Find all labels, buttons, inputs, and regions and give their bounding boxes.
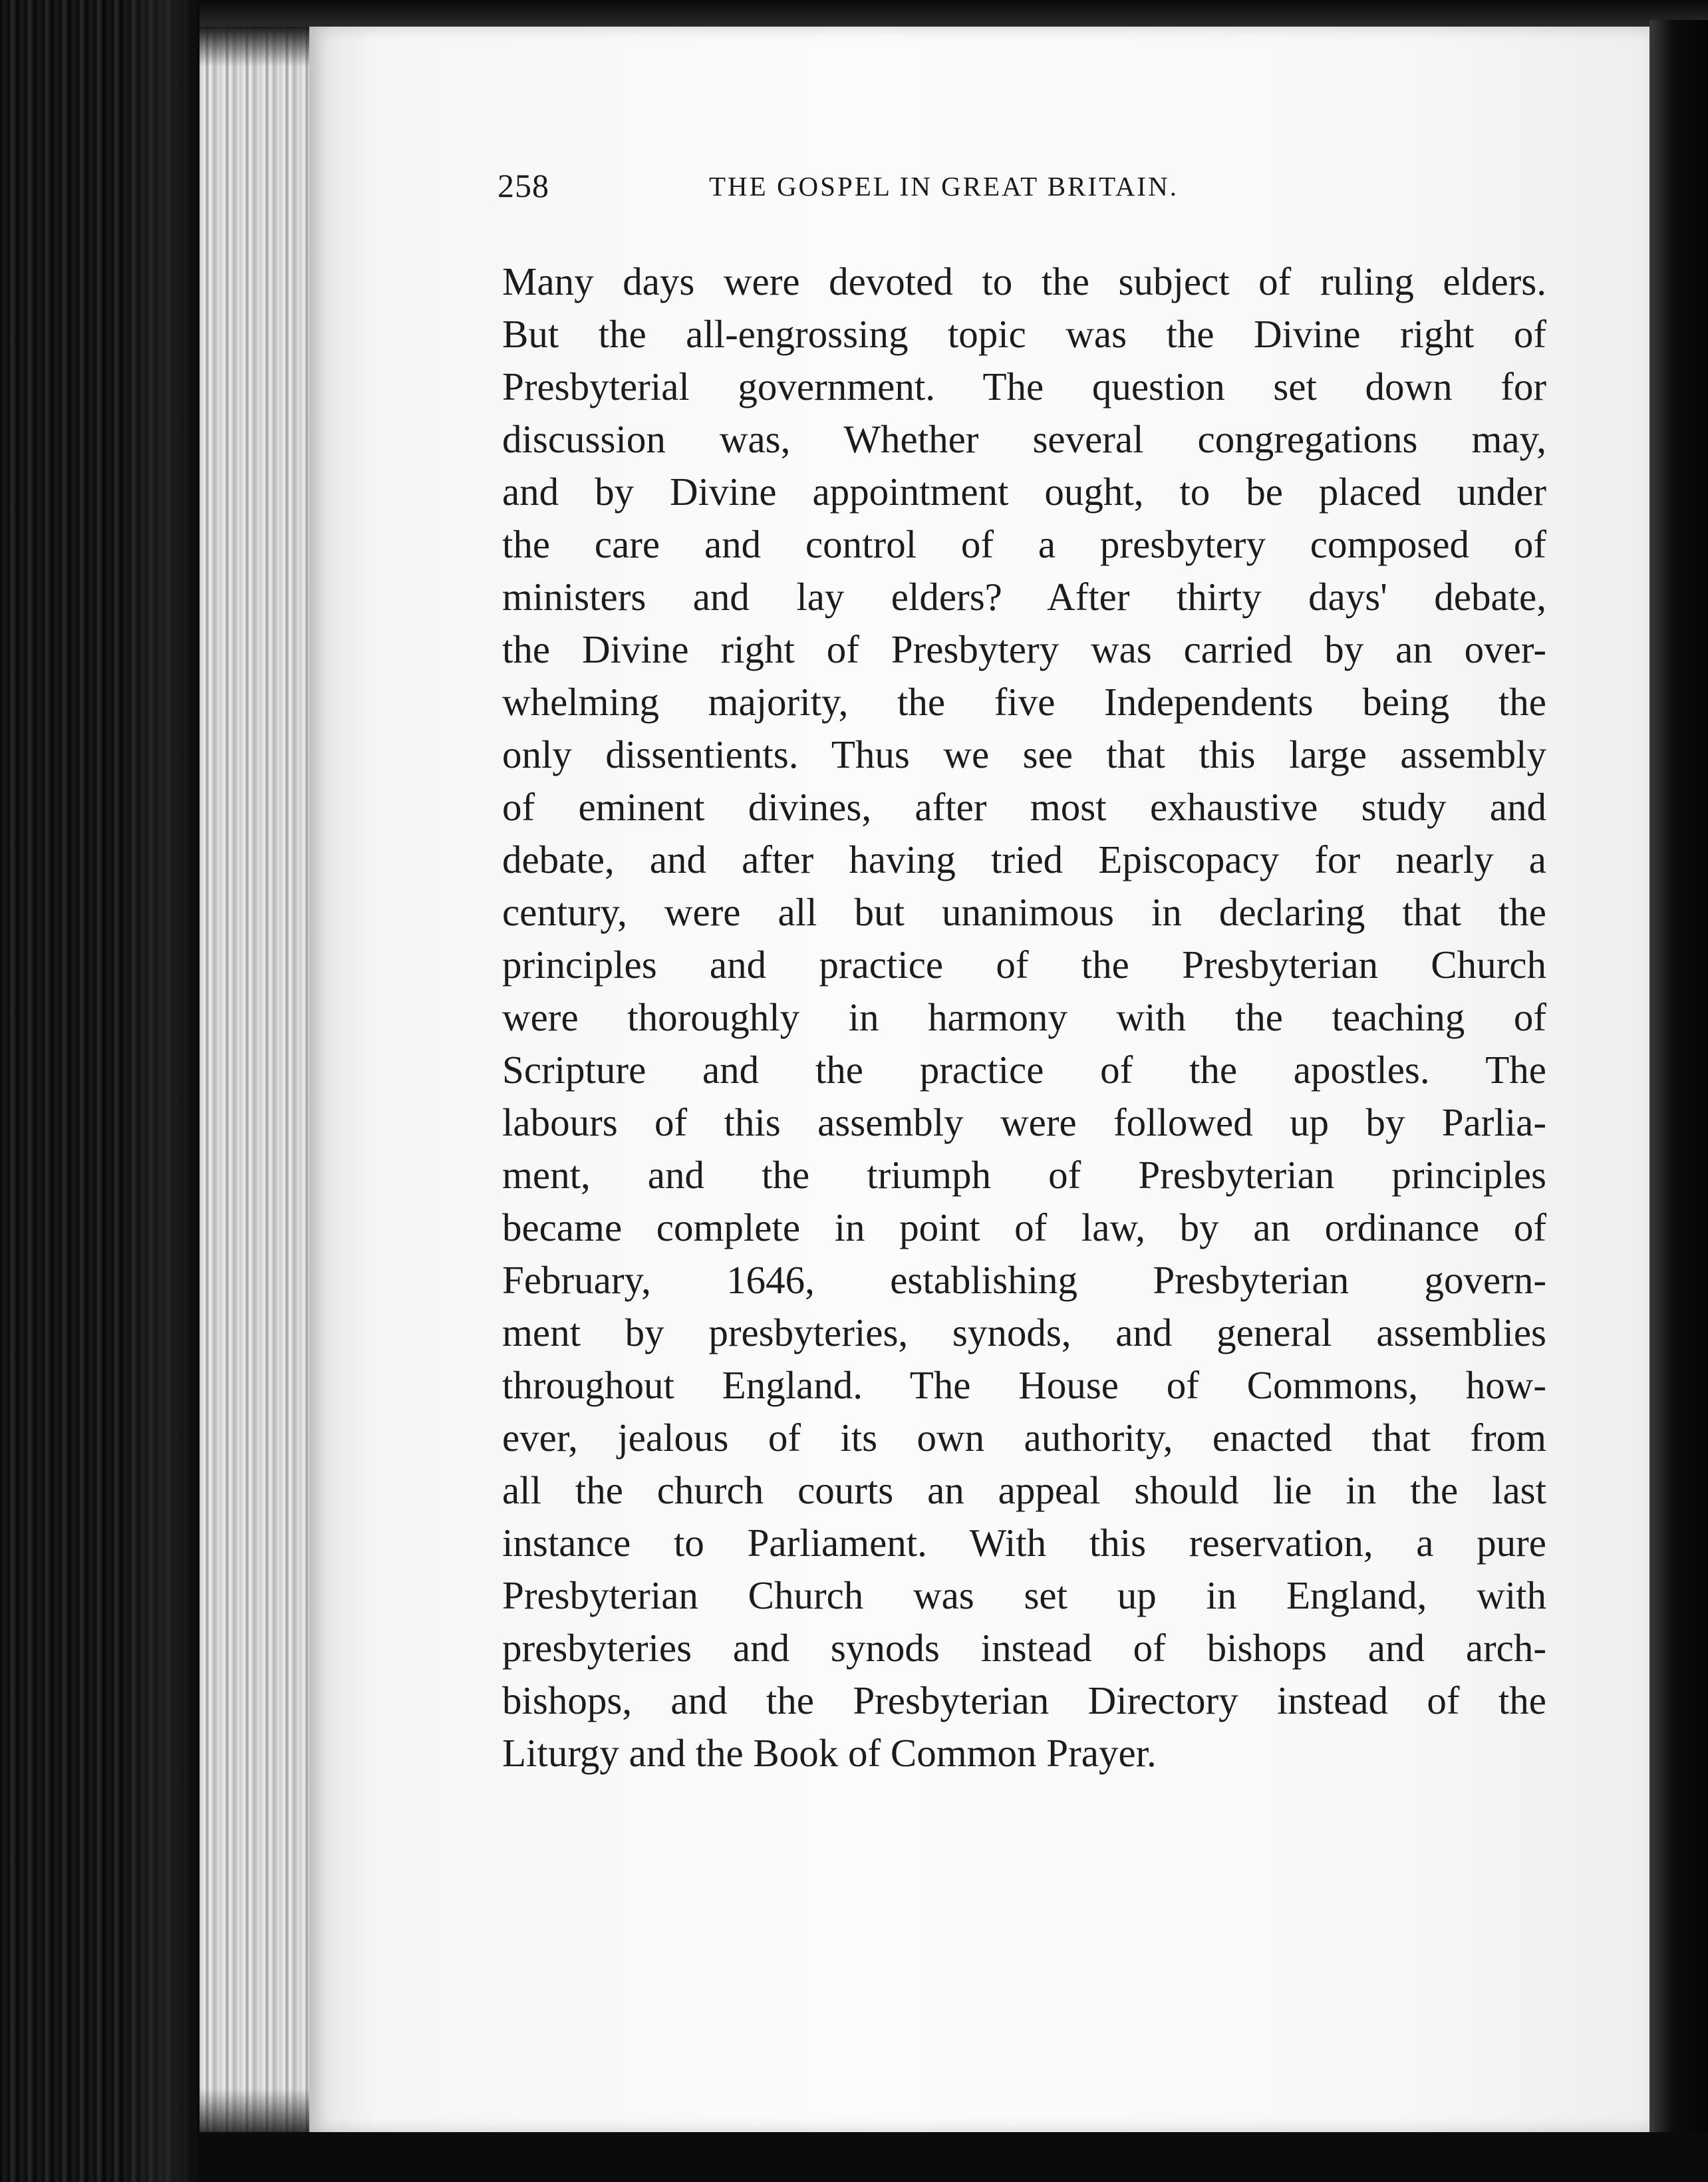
text-line: Liturgy and the Book of Common Prayer. xyxy=(502,1731,1157,1775)
text-line: instance to Parliament. With this reservation, a pure xyxy=(502,1521,1546,1565)
text-line: bishops, and the Presbyterian Directory instead of the xyxy=(502,1678,1546,1722)
text-line: But the all-engrossing topic was the Divine right of xyxy=(502,312,1546,356)
book-binding xyxy=(0,0,200,2182)
text-line: presbyteries and synods instead of bishops and arch- xyxy=(502,1626,1546,1670)
text-line: February, 1646, establishing Presbyterian govern- xyxy=(502,1258,1546,1302)
running-head-title: THE GOSPEL IN GREAT BRITAIN. xyxy=(709,171,1179,202)
text-line: Presbyterial government. The question set down for xyxy=(502,365,1546,408)
text-line: throughout England. The House of Commons, how- xyxy=(502,1363,1546,1407)
top-dark-border xyxy=(200,0,1708,27)
body-paragraph xyxy=(502,255,1546,1780)
text-line: the Divine right of Presbytery was carried by an over- xyxy=(502,627,1546,671)
text-line: ment by presbyteries, synods, and general assemblies xyxy=(502,1311,1546,1354)
text-line: and by Divine appointment ought, to be placed under xyxy=(502,470,1546,514)
text-line: ministers and lay elders? After thirty days' debate, xyxy=(502,575,1546,619)
text-line: Scripture and the practice of the apostles. The xyxy=(502,1048,1546,1092)
stacked-page-edges xyxy=(200,27,319,2142)
text-line: Many days were devoted to the subject of ruling elders. xyxy=(502,259,1546,303)
running-head xyxy=(498,166,1329,213)
text-line: Presbyterian Church was set up in England, with xyxy=(502,1573,1546,1617)
bottom-dark-border xyxy=(200,2132,1708,2182)
text-line: of eminent divines, after most exhaustive study and xyxy=(502,785,1546,829)
text-line: were thoroughly in harmony with the teaching of xyxy=(502,995,1546,1039)
text-line: debate, and after having tried Episcopacy for nearly a xyxy=(502,838,1546,881)
right-dark-border xyxy=(1649,20,1708,2182)
text-line: discussion was, Whether several congregations may, xyxy=(502,417,1546,461)
text-line: principles and practice of the Presbyterian Church xyxy=(502,943,1546,987)
text-line: became complete in point of law, by an ordinance of xyxy=(502,1205,1546,1249)
text-line: only dissentients. Thus we see that this large assembly xyxy=(502,732,1546,776)
text-line: century, were all but unanimous in declaring that the xyxy=(502,890,1546,934)
page-number: 258 xyxy=(498,167,549,204)
text-line: ment, and the triumph of Presbyterian principles xyxy=(502,1153,1546,1197)
text-line: labours of this assembly were followed up by Parlia- xyxy=(502,1100,1546,1144)
text-line: the care and control of a presbytery composed of xyxy=(502,522,1546,566)
text-line: all the church courts an appeal should lie in the last xyxy=(502,1468,1546,1512)
text-line: ever, jealous of its own authority, enacted that from xyxy=(502,1416,1546,1460)
text-line: whelming majority, the five Independents being the xyxy=(502,680,1546,724)
